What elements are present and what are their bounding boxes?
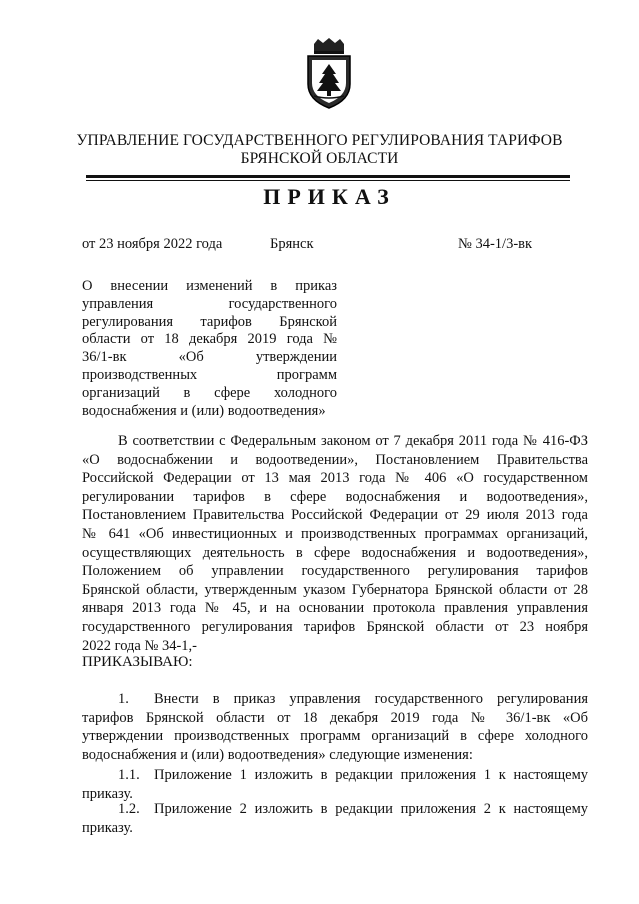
preamble-line: осуществляющих деятельность в сфере водоснабжения и водоотведения», (82, 544, 588, 561)
order-subitem-1-1 (82, 766, 588, 803)
subitem-line (82, 800, 588, 819)
preamble-line: Брянской области, утвержденным указом Губернатора Брянской области от 28 (82, 581, 588, 598)
subject-line: О внесении изменений в приказ (82, 278, 337, 294)
document-date: от 23 ноября 2022 года (82, 236, 223, 252)
preamble-line: регулировании тарифов в сфере водоснабжения и водоотведения», (82, 488, 588, 505)
subitem-text: Приложение 1 изложить в редакции приложения 1 к настоящему (154, 767, 588, 783)
subitem-number: 1.1. (118, 767, 140, 783)
subject-line: области от 18 декабря 2019 года № (82, 331, 337, 348)
subject-line: производственных программ (82, 366, 337, 383)
subitem-line: приказу. (82, 819, 133, 836)
preamble-line: «О водоснабжении и водоотведении», Постановлением Правительства (82, 451, 588, 468)
document-city: Брянск (270, 236, 314, 252)
preamble-line: Постановлением Правительства Российской Федерации от 29 июля 2013 года (82, 507, 588, 524)
preamble-line: В соответствии с Федеральным законом от 7 декабря 2011 года № 416-ФЗ (118, 433, 588, 449)
preamble-line: № 641 «Об инвестиционных и производственных программах организаций, (82, 525, 588, 542)
subitem-number: 1.2. (118, 801, 140, 817)
item-line: утверждении производственных программ организаций в сфере холодного (82, 728, 588, 745)
subject-line: водоснабжения и (или) водоотведения» (82, 402, 326, 419)
org-name-line1: УПРАВЛЕНИЕ ГОСУДАРСТВЕННОГО РЕГУЛИРОВАНИЯ ТАРИФОВ (76, 132, 563, 149)
document-title: ПРИКАЗ (263, 184, 396, 209)
document-subject (82, 278, 337, 420)
subitem-line (82, 766, 588, 785)
subject-line: регулирования тарифов Брянской (82, 313, 337, 330)
preamble-line: Положением об управлении государственного регулирования тарифов (82, 563, 588, 580)
preamble-line: государственного регулирования тарифов Брянской области от 23 ноября (82, 618, 588, 635)
header-rule-thick (86, 175, 570, 178)
subitem-line: приказу. (82, 785, 133, 802)
subitem-text: Приложение 2 изложить в редакции приложения 2 к настоящему (154, 801, 588, 817)
preamble-line: января 2013 года № 45, и на основании протокола правления управления (82, 600, 588, 617)
coat-of-arms-icon (300, 38, 358, 110)
order-item-1 (82, 690, 588, 764)
item-text: Внести в приказ управления государственного регулирования (154, 691, 588, 707)
preamble-line: 2022 года № 34-1,- (82, 637, 197, 654)
subject-line: управления государственного (82, 295, 337, 312)
org-name-line2: БРЯНСКОЙ ОБЛАСТИ (240, 150, 399, 167)
item-line: тарифов Брянской области от 18 декабря 2019 года № 36/1-вк «Об (82, 709, 588, 726)
order-heading: ПРИКАЗЫВАЮ: (82, 654, 193, 670)
preamble-paragraph (82, 432, 588, 655)
preamble-line: Российской Федерации от 13 мая 2013 года № 406 «О государственном (82, 470, 588, 487)
document-number: № 34-1/3-вк (458, 236, 533, 252)
item-line (82, 690, 588, 709)
subject-line: 36/1-вк «Об утверждении (82, 349, 337, 366)
item-line: водоснабжения и (или) водоотведения» следующие изменения: (82, 746, 473, 763)
subject-line: организаций в сфере холодного (82, 384, 337, 401)
header-rule-thin (86, 180, 570, 181)
item-number: 1. (118, 691, 129, 707)
order-subitem-1-2 (82, 800, 588, 837)
